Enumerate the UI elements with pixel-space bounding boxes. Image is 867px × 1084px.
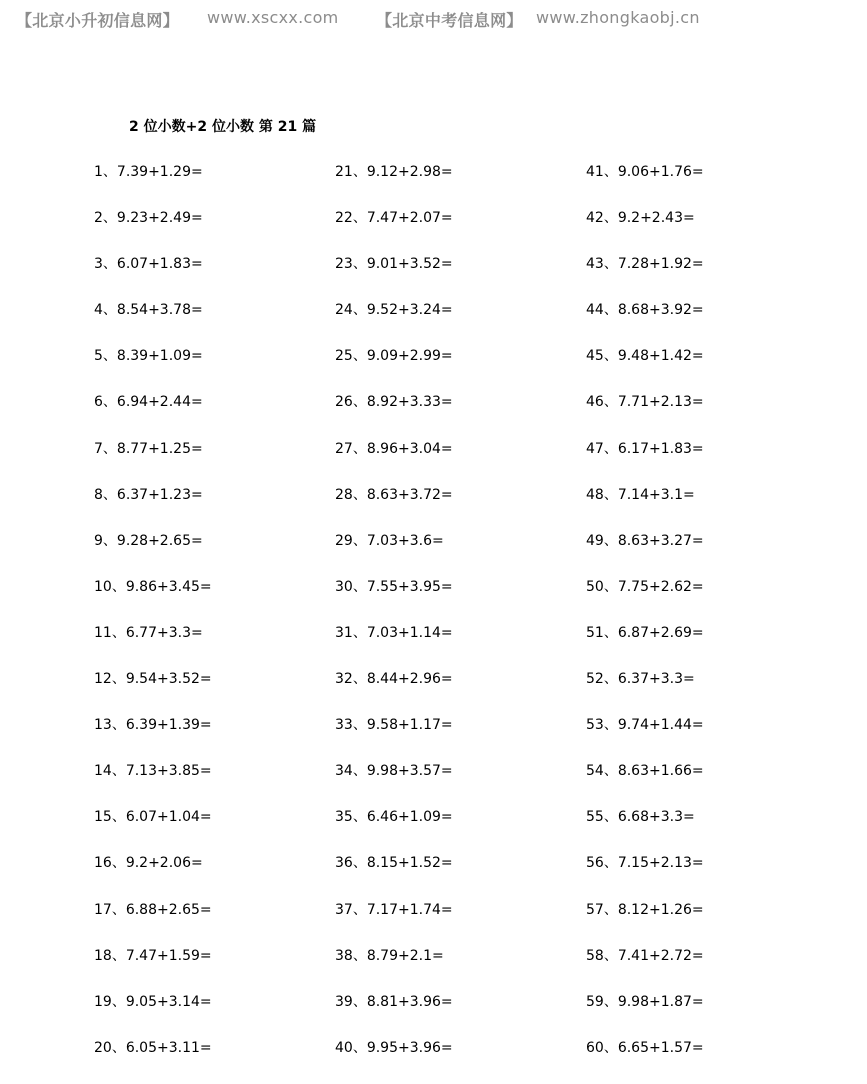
- math-problem: 50、7.75+2.62=: [586, 578, 704, 595]
- math-problem: 12、9.54+3.52=: [94, 671, 212, 688]
- math-problem: 14、7.13+3.85=: [94, 763, 212, 780]
- math-problem: 53、9.74+1.44=: [586, 717, 704, 734]
- math-problem: 52、6.37+3.3=: [586, 671, 695, 688]
- math-problem: 49、8.63+3.27=: [586, 532, 704, 549]
- math-problem: 27、8.96+3.04=: [335, 440, 453, 457]
- site-url-zhongkaobj: www.zhongkaobj.cn: [536, 8, 700, 27]
- math-problem: 19、9.05+3.14=: [94, 993, 212, 1010]
- math-problem: 15、6.07+1.04=: [94, 809, 212, 826]
- math-problem: 2、9.23+2.49=: [94, 210, 203, 227]
- math-problem: 21、9.12+2.98=: [335, 164, 453, 180]
- math-problem: 16、9.2+2.06=: [94, 855, 203, 872]
- math-problem: 33、9.58+1.17=: [335, 717, 453, 734]
- math-problem: 43、7.28+1.92=: [586, 256, 704, 273]
- problem-column-2: [335, 162, 555, 1084]
- math-problem: 56、7.15+2.13=: [586, 855, 704, 872]
- math-problem: 40、9.95+3.96=: [335, 1039, 453, 1056]
- math-problem: 29、7.03+3.6=: [335, 532, 444, 549]
- math-problem: 35、6.46+1.09=: [335, 809, 453, 826]
- math-problem: 55、6.68+3.3=: [586, 809, 695, 826]
- math-problem: 51、6.87+2.69=: [586, 624, 704, 641]
- math-problem: 44、8.68+3.92=: [586, 302, 704, 319]
- math-problem: 57、8.12+1.26=: [586, 901, 704, 918]
- math-problem: 3、6.07+1.83=: [94, 256, 203, 273]
- math-problem: 41、9.06+1.76=: [586, 164, 704, 180]
- math-problem: 38、8.79+2.1=: [335, 947, 444, 964]
- site-name-zhongkaobj: 【北京中考信息网】: [376, 11, 523, 30]
- math-problem: 9、9.28+2.65=: [94, 532, 203, 549]
- math-problem: 17、6.88+2.65=: [94, 901, 212, 918]
- math-problem: 26、8.92+3.33=: [335, 394, 453, 411]
- problem-column-3: [586, 162, 806, 1084]
- math-problem: 4、8.54+3.78=: [94, 302, 203, 319]
- problem-column-1: [94, 162, 314, 1084]
- math-problem: 48、7.14+3.1=: [586, 486, 695, 503]
- math-problem: 10、9.86+3.45=: [94, 578, 212, 595]
- site-name-xscxx: 【北京小升初信息网】: [16, 11, 180, 30]
- math-problem: 36、8.15+1.52=: [335, 855, 453, 872]
- math-problem: 59、9.98+1.87=: [586, 993, 704, 1010]
- math-problem: 7、8.77+1.25=: [94, 440, 203, 457]
- math-problem: 18、7.47+1.59=: [94, 947, 212, 964]
- math-problem: 28、8.63+3.72=: [335, 486, 453, 503]
- math-problem: 23、9.01+3.52=: [335, 256, 453, 273]
- math-problem: 39、8.81+3.96=: [335, 993, 453, 1010]
- math-problem: 5、8.39+1.09=: [94, 348, 203, 365]
- math-problem: 22、7.47+2.07=: [335, 210, 453, 227]
- math-problem: 24、9.52+3.24=: [335, 302, 453, 319]
- math-problem: 6、6.94+2.44=: [94, 394, 203, 411]
- math-problem: 37、7.17+1.74=: [335, 901, 453, 918]
- math-problem: 20、6.05+3.11=: [94, 1039, 212, 1056]
- math-problem: 30、7.55+3.95=: [335, 578, 453, 595]
- math-problem: 8、6.37+1.23=: [94, 486, 203, 503]
- math-problem: 31、7.03+1.14=: [335, 624, 453, 641]
- math-problem: 11、6.77+3.3=: [94, 624, 203, 641]
- math-problem: 42、9.2+2.43=: [586, 210, 695, 227]
- math-problem: 34、9.98+3.57=: [335, 763, 453, 780]
- math-problem: 1、7.39+1.29=: [94, 164, 203, 180]
- math-problem: 45、9.48+1.42=: [586, 348, 704, 365]
- math-problem: 46、7.71+2.13=: [586, 394, 704, 411]
- math-problem: 13、6.39+1.39=: [94, 717, 212, 734]
- math-problem: 54、8.63+1.66=: [586, 763, 704, 780]
- math-problem: 60、6.65+1.57=: [586, 1039, 704, 1056]
- math-problem: 32、8.44+2.96=: [335, 671, 453, 688]
- math-problem: 58、7.41+2.72=: [586, 947, 704, 964]
- worksheet-title: 2 位小数+2 位小数 第 21 篇: [129, 119, 317, 135]
- math-problem: 25、9.09+2.99=: [335, 348, 453, 365]
- math-problem: 47、6.17+1.83=: [586, 440, 704, 457]
- site-url-xscxx: www.xscxx.com: [207, 8, 339, 27]
